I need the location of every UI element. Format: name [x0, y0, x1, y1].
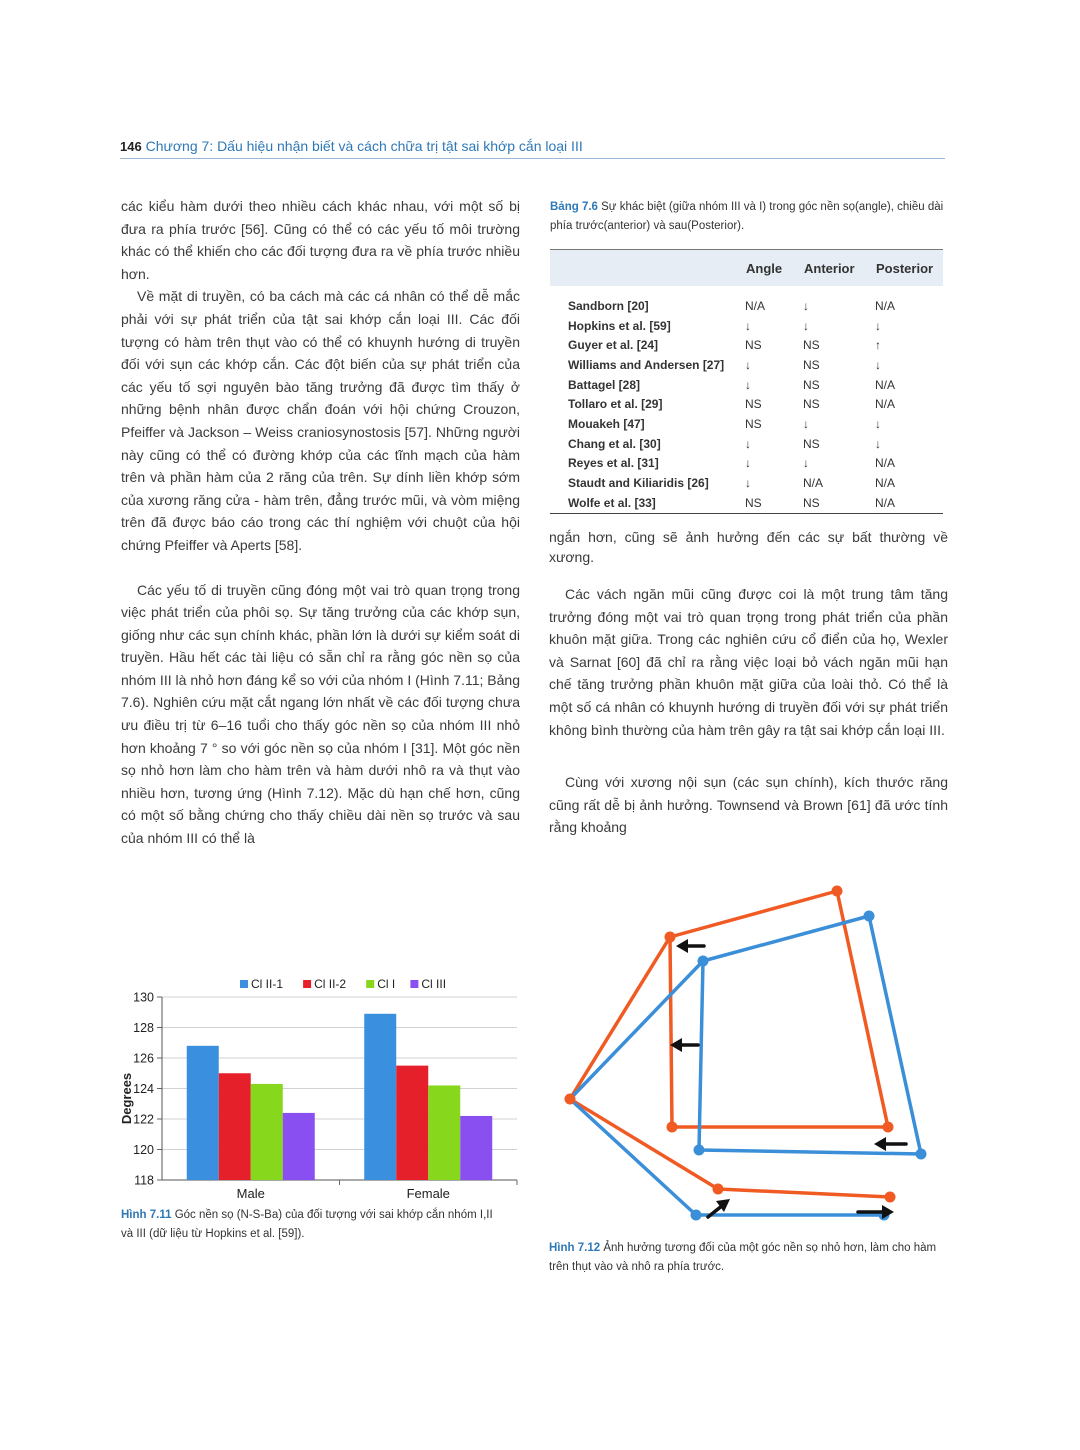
- anterior-cell: NS: [803, 338, 820, 353]
- y-axis-label: Degrees: [119, 1072, 134, 1125]
- study-name: Wolfe et al. [33]: [568, 495, 656, 510]
- table-row: [550, 473, 943, 493]
- x-tick-label: Male: [236, 1186, 265, 1201]
- table-row: [550, 493, 943, 513]
- table-row: [550, 355, 943, 375]
- page-number: 146: [120, 139, 142, 154]
- paragraph: Các yếu tố di truyền cũng đóng một vai trò quan trọng trong việc phát triển của phôi sọ. Sự tăng trưởng của các khớp sụn, giống như các sụn chính khác, phần lớn là dưới sự kiểm soát di truyền. Hầu hết các tài liệu có sẵn chỉ ra rằng góc nền sọ của nhóm III là nhỏ hơn đáng kể so với của nhóm I (Hình 7.11; Bảng 7.6). Nghiên cứu mặt cắt ngang lớn nhất về các đối tượng chưa ưu điều trị từ 6–16 tuổi cho thấy góc nền sọ của nhóm III nhỏ hơn khoảng 7 ° so với góc nền sọ của nhóm I [31]. Một góc nền sọ nhỏ hơn làm cho hàm trên và hàm dưới nhô ra và thụt vào nhiều hơn, tương ứng (Hình 7.12). Mặc dù hạn chế hơn, cũng có một số bằng chứng cho thấy chiều dài nền sọ trước và sau của nhóm III có thể là: [121, 581, 520, 847]
- node-dot: [713, 1184, 724, 1195]
- table-row: [550, 316, 943, 336]
- posterior-cell: N/A: [875, 298, 896, 313]
- study-name: Mouakeh [47]: [568, 416, 645, 431]
- node-dot: [916, 1149, 927, 1160]
- anterior-cell: NS: [803, 357, 820, 372]
- anterior-cell: N/A: [803, 476, 824, 491]
- node-dot: [565, 1094, 576, 1105]
- anterior-cell: NS: [803, 377, 820, 392]
- angle-cell: NS: [745, 338, 762, 353]
- study-name: Williams and Andersen [27]: [568, 357, 725, 372]
- comparison-table: [550, 249, 943, 514]
- legend-swatch: [240, 980, 248, 988]
- angle-cell: NS: [745, 416, 762, 431]
- left-column: [121, 195, 520, 850]
- node-dot: [883, 1122, 894, 1133]
- bar-cl-ii-2: [219, 1073, 251, 1180]
- table-header-anterior: Anterior: [803, 250, 875, 287]
- legend-entry: Cl II-1: [251, 977, 284, 991]
- study-name: Battagel [28]: [568, 377, 641, 392]
- anterior-cell: ↓: [803, 456, 809, 471]
- arrow-left-icon: [676, 939, 704, 953]
- posterior-cell: ↓: [875, 357, 881, 372]
- angle-cell: ↓: [745, 318, 751, 333]
- bar-cl-ii-1: [187, 1046, 219, 1180]
- blue-upper-outline: [570, 916, 921, 1215]
- anterior-cell: NS: [803, 495, 820, 510]
- study-name: Staudt and Kiliaridis [26]: [568, 476, 709, 491]
- anterior-cell: NS: [803, 436, 820, 451]
- table-row: [550, 335, 943, 355]
- posterior-cell: N/A: [875, 495, 896, 510]
- node-dot: [667, 1122, 678, 1133]
- table-row: [550, 375, 943, 395]
- figure-caption-label: Hình 7.12: [549, 1242, 601, 1254]
- angle-cell: ↓: [745, 377, 751, 392]
- table-caption-text: Sự khác biệt (giữa nhóm III và I) trong góc nền sọ(angle), chiều dài phía trước(anterior) và sau(Posterior).: [550, 201, 944, 232]
- table-row: [550, 434, 943, 454]
- legend-entry: Cl II-2: [314, 977, 347, 991]
- x-tick-label: Female: [406, 1186, 450, 1201]
- arrow-left-icon: [670, 1038, 698, 1052]
- table-caption: [550, 198, 945, 236]
- arrow-left-icon: [874, 1137, 906, 1151]
- table-caption-label: Bảng 7.6: [550, 201, 598, 213]
- paragraph: các kiểu hàm dưới theo nhiều cách khác nhau, với một số bị đưa ra phía trước [56]. Cũng có thể có các yếu tố môi trường khác có thể khiến cho các đối tượng đưa ra về phía trước nhiều hơn.: [121, 198, 520, 282]
- paragraph: Cùng với xương nội sụn (các sụn chính), kích thước răng cũng rất dễ bị ảnh hưởng. Townsend và Brown [61] đã ước tính rằng khoảng: [549, 774, 948, 836]
- posterior-cell: ↓: [875, 436, 881, 451]
- node-dot: [864, 911, 875, 922]
- table-row: [550, 414, 943, 434]
- node-dot: [665, 932, 676, 943]
- figure-caption-text: Ảnh hưởng tương đối của một góc nền sọ nhỏ hơn, làm cho hàm trên thụt vào và nhô ra phía trước.: [549, 1242, 937, 1273]
- table-header-row: [550, 250, 943, 287]
- node-dot: [691, 1210, 702, 1221]
- posterior-cell: ↑: [875, 338, 881, 353]
- y-tick-label: 126: [133, 1051, 154, 1066]
- legend-swatch: [303, 980, 311, 988]
- angle-cell: ↓: [745, 456, 751, 471]
- figure-7-11-caption: [121, 1206, 501, 1244]
- study-name: Tollaro et al. [29]: [568, 397, 663, 412]
- legend-entry: Cl III: [421, 977, 447, 991]
- y-tick-label: 122: [133, 1112, 154, 1127]
- angle-cell: N/A: [745, 298, 766, 313]
- chapter-title: Chương 7: Dấu hiệu nhận biết và cách chữa trị tật sai khớp cắn loại III: [145, 138, 583, 154]
- study-name: Sandborn [20]: [568, 298, 649, 313]
- anterior-cell: NS: [803, 397, 820, 412]
- posterior-cell: N/A: [875, 456, 896, 471]
- bar-cl-i: [428, 1085, 460, 1180]
- paragraph: Về mặt di truyền, có ba cách mà các cá nhân có thể dễ mắc phải với sự phát triển của tật sai khớp cắn loại III. Các đối tượng có hàm trên thụt vào có thể có khuynh hướng di truyền đối với sụn các khớp cắn. Các đột biến của sự phát triển của các yếu tố sợi nguyên bào tăng trưởng đã được tìm thấy ở những bệnh nhân được chẩn đoán với hội chứng Crouzon, Pfeiffer và Jackson – Weiss craniosynostosis [57]. Những người này cũng có thể có đường khớp của các tĩnh mạch của hàm trên và phần hàm của 2 răng của trên. Sự dính liền khớp sớm của xương răng cửa - hàm trên, đẳng trước mũi, và vòm miệng trên đã được báo cáo trong các thí nghiệm với chuột của hội chứng Pfeiffer và Aperts [58].: [121, 288, 520, 553]
- node-dot: [885, 1192, 896, 1203]
- anterior-cell: ↓: [803, 416, 809, 431]
- table-row: [550, 394, 943, 414]
- posterior-cell: N/A: [875, 397, 896, 412]
- y-tick-label: 128: [133, 1021, 154, 1035]
- node-dot: [694, 1145, 705, 1156]
- angle-cell: ↓: [745, 436, 751, 451]
- angle-cell: ↓: [745, 357, 751, 372]
- figure-caption-label: Hình 7.11: [121, 1209, 172, 1221]
- figure-caption-text: Góc nền sọ (N-S-Ba) của đối tượng với sai khớp cắn nhóm I,II và III (dữ liệu từ Hopkins et al. [59]).: [121, 1209, 493, 1240]
- right-column: [549, 527, 948, 839]
- table-header-posterior: Posterior: [875, 250, 943, 287]
- y-tick-label: 124: [133, 1082, 154, 1096]
- anterior-cell: ↓: [803, 298, 809, 313]
- posterior-cell: ↓: [875, 416, 881, 431]
- legend-entry: Cl I: [377, 977, 396, 991]
- bar-cl-ii-2: [396, 1066, 428, 1180]
- anterior-cell: ↓: [803, 318, 809, 333]
- posterior-cell: N/A: [875, 476, 896, 491]
- figure-7-12-caption: [549, 1239, 939, 1277]
- posterior-cell: N/A: [875, 377, 896, 392]
- study-name: Chang et al. [30]: [568, 436, 661, 451]
- study-name: Reyes et al. [31]: [568, 456, 659, 471]
- node-dot: [832, 886, 843, 897]
- table-header-angle: Angle: [745, 250, 803, 287]
- angle-cell: NS: [745, 495, 762, 510]
- angle-cell: ↓: [745, 476, 751, 491]
- node-dot: [698, 956, 709, 967]
- study-name: Hopkins et al. [59]: [568, 318, 671, 333]
- legend-swatch: [366, 980, 374, 988]
- angle-cell: NS: [745, 397, 762, 412]
- legend-swatch: [410, 980, 418, 988]
- table-row: [550, 286, 943, 316]
- page-header: [120, 138, 945, 159]
- y-tick-label: 118: [134, 1173, 154, 1188]
- bar-cl-iii: [283, 1113, 315, 1180]
- y-tick-label: 120: [133, 1143, 154, 1157]
- table-row: [550, 454, 943, 474]
- bar-cl-iii: [460, 1116, 492, 1180]
- table-header: [550, 250, 745, 287]
- y-tick-label: 130: [133, 990, 154, 1005]
- bar-cl-i: [251, 1084, 283, 1180]
- cranial-base-diagram: [555, 880, 940, 1225]
- paragraph: ngắn hơn, cũng sẽ ảnh hưởng đến các sự bất thường về xương.: [549, 529, 948, 565]
- bar-cl-ii-1: [364, 1014, 396, 1180]
- cranial-base-angle-chart: [114, 972, 529, 1204]
- posterior-cell: ↓: [875, 318, 881, 333]
- paragraph: Các vách ngăn mũi cũng được coi là một trung tâm tăng trưởng đóng một vai trò quan trọng trong phát triển của phần khuôn mặt giữa. Trong các nghiên cứu cổ điển của họ, Wexler và Sarnat [60] đã chỉ ra rằng việc loại bỏ vách ngăn mũi hạn chế tăng trưởng phần khuôn mặt giữa của loài thỏ. Có thể là một số cá nhân có khuynh hướng di truyền đối với sự phát triển không bình thường của hàm trên gây ra tật sai khớp cắn loại III.: [549, 586, 948, 738]
- study-name: Guyer et al. [24]: [568, 338, 659, 353]
